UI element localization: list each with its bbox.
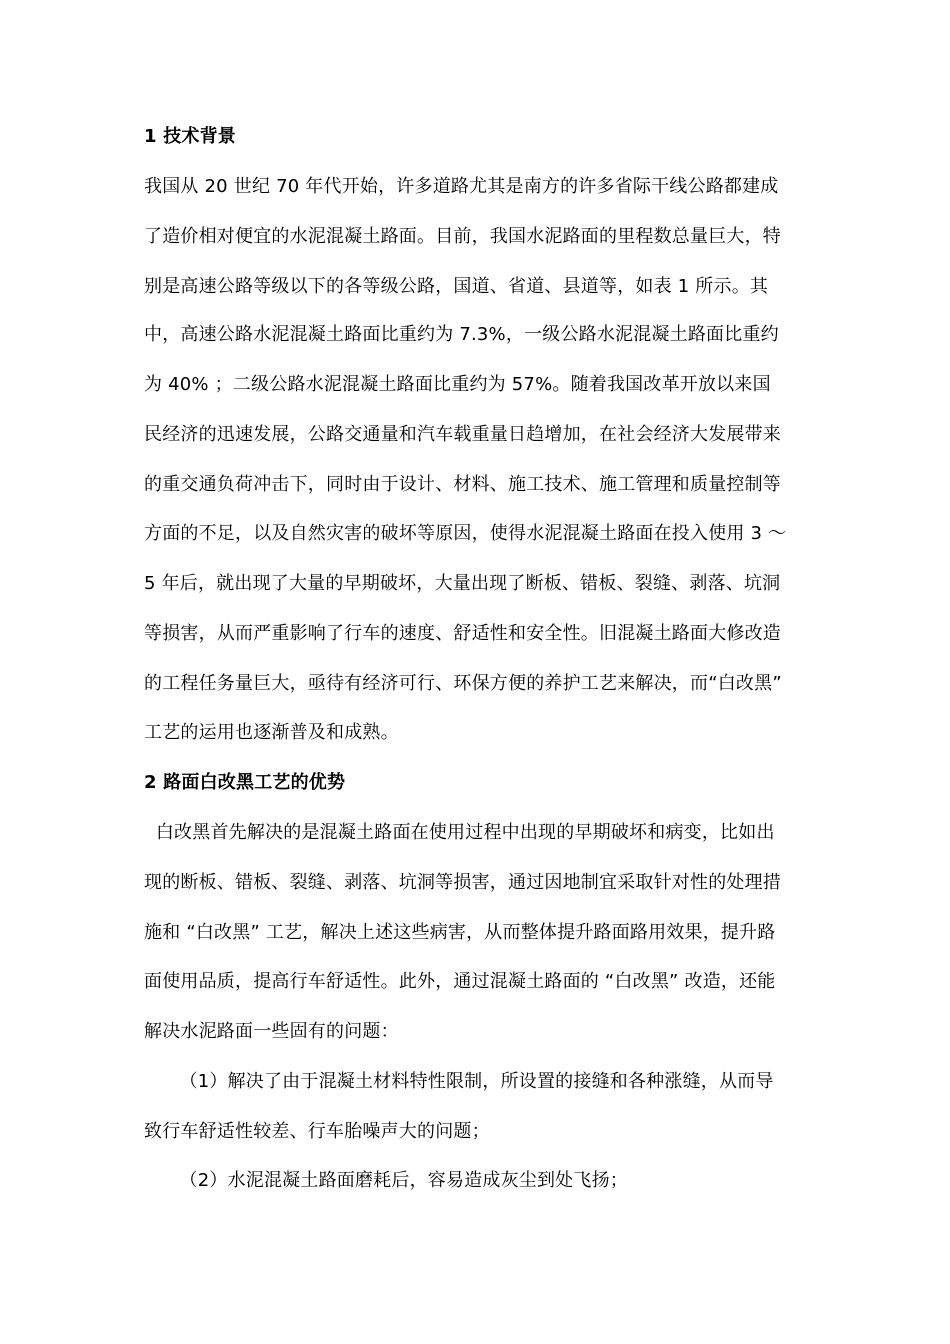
- paragraph-line: 面使用品质，提高行车舒适性。此外，通过混凝土路面的 “白改黑” 改造，还能: [144, 971, 776, 992]
- section-1-heading: 1 技术背景: [144, 126, 236, 147]
- section-2-heading: 2 路面白改黑工艺的优势: [144, 772, 346, 793]
- paragraph-line: 中，高速公路水泥混凝土路面比重约为 7.3%，一级公路水泥混凝土路面比重约: [144, 324, 779, 345]
- paragraph-line: 的工程任务量巨大，亟待有经济可行、环保方便的养护工艺来解决，而“白改黑”: [144, 673, 782, 694]
- paragraph-line: 白改黑首先解决的是混凝土路面在使用过程中出现的早期破坏和病变，比如出: [144, 822, 775, 843]
- paragraph-line: 5 年后，就出现了大量的早期破坏，大量出现了断板、错板、裂缝、剥落、坑洞: [144, 573, 781, 594]
- paragraph-line: 别是高速公路等级以下的各等级公路，国道、省道、县道等，如表 1 所示。其: [144, 276, 769, 297]
- paragraph-line: 方面的不足，以及自然灾害的破坏等原因，使得水泥混凝土路面在投入使用 3 ～: [144, 523, 787, 544]
- paragraph-line: 工艺的运用也逐渐普及和成熟。: [144, 722, 399, 743]
- paragraph-line: 了造价相对便宜的水泥混凝土路面。目前，我国水泥路面的里程数总量巨大，特: [144, 226, 781, 247]
- paragraph-line: 的重交通负荷冲击下，同时由于设计、材料、施工技术、施工管理和质量控制等: [144, 474, 781, 495]
- list-item-line: （2）水泥混凝土路面磨耗后，容易造成灰尘到处飞扬；: [144, 1170, 628, 1191]
- paragraph-line: 施和 “白改黑” 工艺，解决上述这些病害，从而整体提升路面路用效果，提升路: [144, 922, 776, 943]
- list-item-line: 致行车舒适性较差、行车胎噪声大的问题；: [144, 1121, 490, 1142]
- paragraph-line: 等损害，从而严重影响了行车的速度、舒适性和安全性。旧混凝土路面大修改造: [144, 623, 781, 644]
- paragraph-line: 民经济的迅速发展，公路交通量和汽车载重量日趋增加，在社会经济大发展带来: [144, 424, 781, 445]
- paragraph-line: 为 40% ；二级公路水泥混凝土路面比重约为 57%。随着我国改革开放以来国: [144, 374, 771, 395]
- paragraph-line: 解决水泥路面一些固有的问题：: [144, 1021, 399, 1042]
- paragraph-line: 现的断板、错板、裂缝、剥落、坑洞等损害，通过因地制宜采取针对性的处理措: [144, 872, 781, 893]
- list-item-line: （1）解决了由于混凝土材料特性限制，所设置的接缝和各种涨缝，从而导: [144, 1071, 774, 1092]
- paragraph-line: 我国从 20 世纪 70 年代开始，许多道路尤其是南方的许多省际干线公路都建成: [144, 176, 779, 197]
